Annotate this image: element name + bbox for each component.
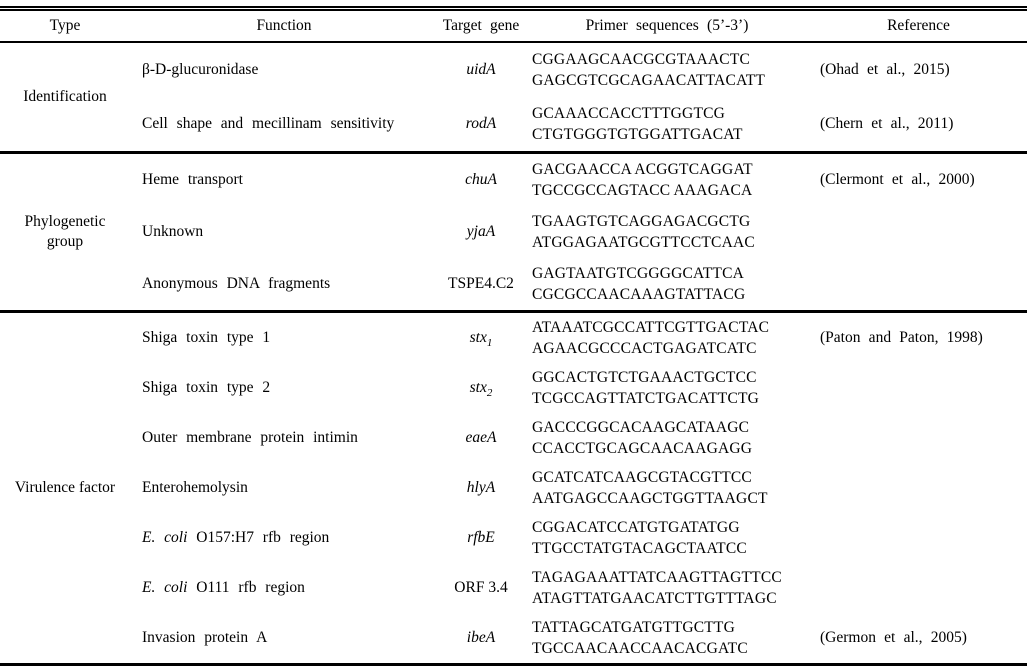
function-cell [130, 563, 438, 613]
function-cell [130, 613, 438, 663]
reference-cell: (Germon et al., 2005) [820, 629, 967, 646]
gene-name [467, 479, 495, 496]
reference-cell: (Clermont et al., 2000) [820, 171, 975, 188]
primer-forward: GACCCGGCACAAGCATAAGC [532, 419, 750, 436]
table-row [0, 42, 1027, 97]
primer-reverse: AATGAGCCAAGCTGGTTAAGCT [532, 490, 768, 507]
gene-subscript: 2 [486, 387, 493, 400]
function-cell [130, 513, 438, 563]
primer-forward: GGCACTGTCTGAAACTGCTCC [532, 369, 757, 386]
table-row [0, 153, 1027, 207]
function-cell [130, 97, 438, 153]
header-reference: Reference [810, 11, 1027, 42]
table-row [0, 413, 1027, 463]
gene-base: ibeA [466, 629, 496, 646]
primer-cell [524, 258, 810, 312]
function-text: Unknown [142, 223, 204, 240]
gene-base: rodA [465, 115, 497, 132]
table-row [0, 97, 1027, 153]
primer-forward: GCATCATCAAGCGTACGTTCC [532, 469, 752, 486]
gene-base: rfbE [467, 529, 495, 546]
species-name: E. coli [142, 529, 188, 546]
gene-base: yjaA [466, 223, 496, 240]
reference-cell [810, 258, 1027, 312]
function-text: Enterohemolysin [142, 479, 248, 496]
gene-base: eaeA [465, 429, 497, 446]
gene-name [466, 429, 497, 446]
table-row [0, 613, 1027, 663]
primer-forward: TGAAGTGTCAGGAGACGCTG [532, 213, 751, 230]
primer-cell [524, 463, 810, 513]
gene-cell [438, 613, 524, 663]
primer-reverse: TGCCAACAACCAACACGATC [532, 640, 748, 657]
primer-reverse: CCACCTGCAGCAACAAGAGG [532, 440, 753, 457]
table-row [0, 513, 1027, 563]
function-text: O157:H7 rfb region [187, 529, 330, 546]
primer-forward: GAGTAATGTCGGGGCATTCA [532, 265, 745, 282]
table-row [0, 206, 1027, 258]
primer-reverse: GAGCGTCGCAGAACATTACATT [532, 72, 766, 89]
reference-cell: (Paton and Paton, 1998) [820, 329, 983, 346]
reference-cell [810, 206, 1027, 258]
table-header [0, 11, 1027, 42]
gene-base: hlyA [466, 479, 496, 496]
gene-name [465, 171, 497, 188]
gene-name [469, 379, 493, 400]
reference-cell: (Ohad et al., 2015) [820, 61, 950, 78]
primer-forward: GCAAACCACCTTTGGTCG [532, 105, 726, 122]
function-cell [130, 363, 438, 413]
gene-cell [438, 563, 524, 613]
function-text: Shiga toxin type 2 [142, 379, 271, 396]
gene-subscript: 1 [486, 337, 493, 350]
reference-cell [810, 513, 1027, 563]
primer-reverse: ATAGTTATGAACATCTTGTTTAGC [532, 590, 777, 607]
primer-reverse: CGCGCCAACAAAGTATTACG [532, 286, 746, 303]
gene-cell [438, 463, 524, 513]
primer-reverse: AGAACGCCCACTGAGATCATC [532, 340, 757, 357]
header-primer-sequences: Primer sequences (5’-3’) [524, 11, 810, 42]
gene-name [448, 275, 514, 292]
header-type: Type [0, 11, 130, 42]
table-row [0, 258, 1027, 312]
function-cell [130, 206, 438, 258]
primer-table [0, 11, 1027, 663]
reference-cell [810, 413, 1027, 463]
primer-forward: CGGACATCCATGTGATATGG [532, 519, 740, 536]
type-cell: Phylogenetic group [24, 213, 106, 250]
function-cell [130, 153, 438, 207]
primer-cell [524, 613, 810, 663]
primer-forward: TATTAGCATGATGTTGCTTG [532, 619, 735, 636]
primer-reverse: TCGCCAGTTATCTGACATTCTG [532, 390, 760, 407]
function-text: Cell shape and mecillinam sensitivity [142, 115, 395, 132]
primer-forward: ATAAATCGCCATTCGTTGACTAC [532, 319, 770, 336]
header-target-gene: Target gene [438, 11, 524, 42]
function-cell [130, 258, 438, 312]
primer-table-wrap [0, 6, 1027, 666]
gene-name [454, 579, 507, 596]
primer-forward: CGGAAGCAACGCGTAAACTC [532, 51, 751, 68]
gene-cell [438, 312, 524, 364]
header-function: Function [130, 11, 438, 42]
primer-cell [524, 513, 810, 563]
primer-reverse: ATGGAGAATGCGTTCCTCAAC [532, 234, 755, 251]
gene-cell [438, 153, 524, 207]
primer-forward: GACGAACCA ACGGTCAGGAT [532, 161, 753, 178]
function-text: O111 rfb region [187, 579, 305, 596]
function-text: Anonymous DNA fragments [142, 275, 331, 292]
primer-cell [524, 413, 810, 463]
reference-cell: (Chern et al., 2011) [820, 115, 954, 132]
function-text: Outer membrane protein intimin [142, 429, 358, 446]
species-name: E. coli [142, 579, 188, 596]
gene-base: uidA [466, 61, 496, 78]
gene-cell [438, 513, 524, 563]
gene-name [467, 223, 495, 240]
gene-name [466, 61, 495, 78]
gene-cell [438, 42, 524, 97]
function-cell [130, 463, 438, 513]
gene-cell [438, 258, 524, 312]
table-row [0, 563, 1027, 613]
primer-cell [524, 312, 810, 364]
function-cell [130, 42, 438, 97]
function-text: Shiga toxin type 1 [142, 329, 271, 346]
gene-base: TSPE4.C2 [448, 275, 514, 292]
function-text: β-D-glucuronidase [142, 61, 259, 78]
primer-forward: TAGAGAAATTATCAAGTTAGTTCC [532, 569, 782, 586]
function-text: Heme transport [142, 171, 243, 188]
gene-name [469, 329, 493, 350]
section-virulence-factor [0, 312, 1027, 664]
gene-cell [438, 413, 524, 463]
function-text: Invasion protein A [142, 629, 268, 646]
primer-reverse: TGCCGCCAGTACC AAAGACA [532, 182, 753, 199]
gene-base: stx [469, 329, 487, 346]
gene-base: stx [469, 379, 487, 396]
gene-cell [438, 97, 524, 153]
function-cell [130, 413, 438, 463]
reference-cell [810, 463, 1027, 513]
primer-reverse: TTGCCTATGTACAGCTAATCC [532, 540, 747, 557]
gene-base: ORF 3.4 [454, 579, 508, 596]
table-row [0, 363, 1027, 413]
primer-cell [524, 563, 810, 613]
header-row [0, 11, 1027, 42]
gene-cell [438, 363, 524, 413]
primer-cell [524, 153, 810, 207]
section-identification [0, 42, 1027, 153]
primer-reverse: CTGTGGGTGTGGATTGACAT [532, 126, 743, 143]
gene-base: chuA [465, 171, 497, 188]
gene-name [467, 629, 495, 646]
primer-cell [524, 42, 810, 97]
primer-cell [524, 97, 810, 153]
gene-name [467, 529, 495, 546]
type-cell: Virulence factor [14, 479, 116, 496]
primer-cell [524, 363, 810, 413]
gene-cell [438, 206, 524, 258]
function-cell [130, 312, 438, 364]
type-cell: Identification [23, 88, 107, 105]
reference-cell [810, 363, 1027, 413]
primer-cell [524, 206, 810, 258]
gene-name [466, 115, 496, 132]
table-row [0, 463, 1027, 513]
reference-cell [810, 563, 1027, 613]
table-row [0, 312, 1027, 364]
section-phylogenetic-group [0, 153, 1027, 312]
